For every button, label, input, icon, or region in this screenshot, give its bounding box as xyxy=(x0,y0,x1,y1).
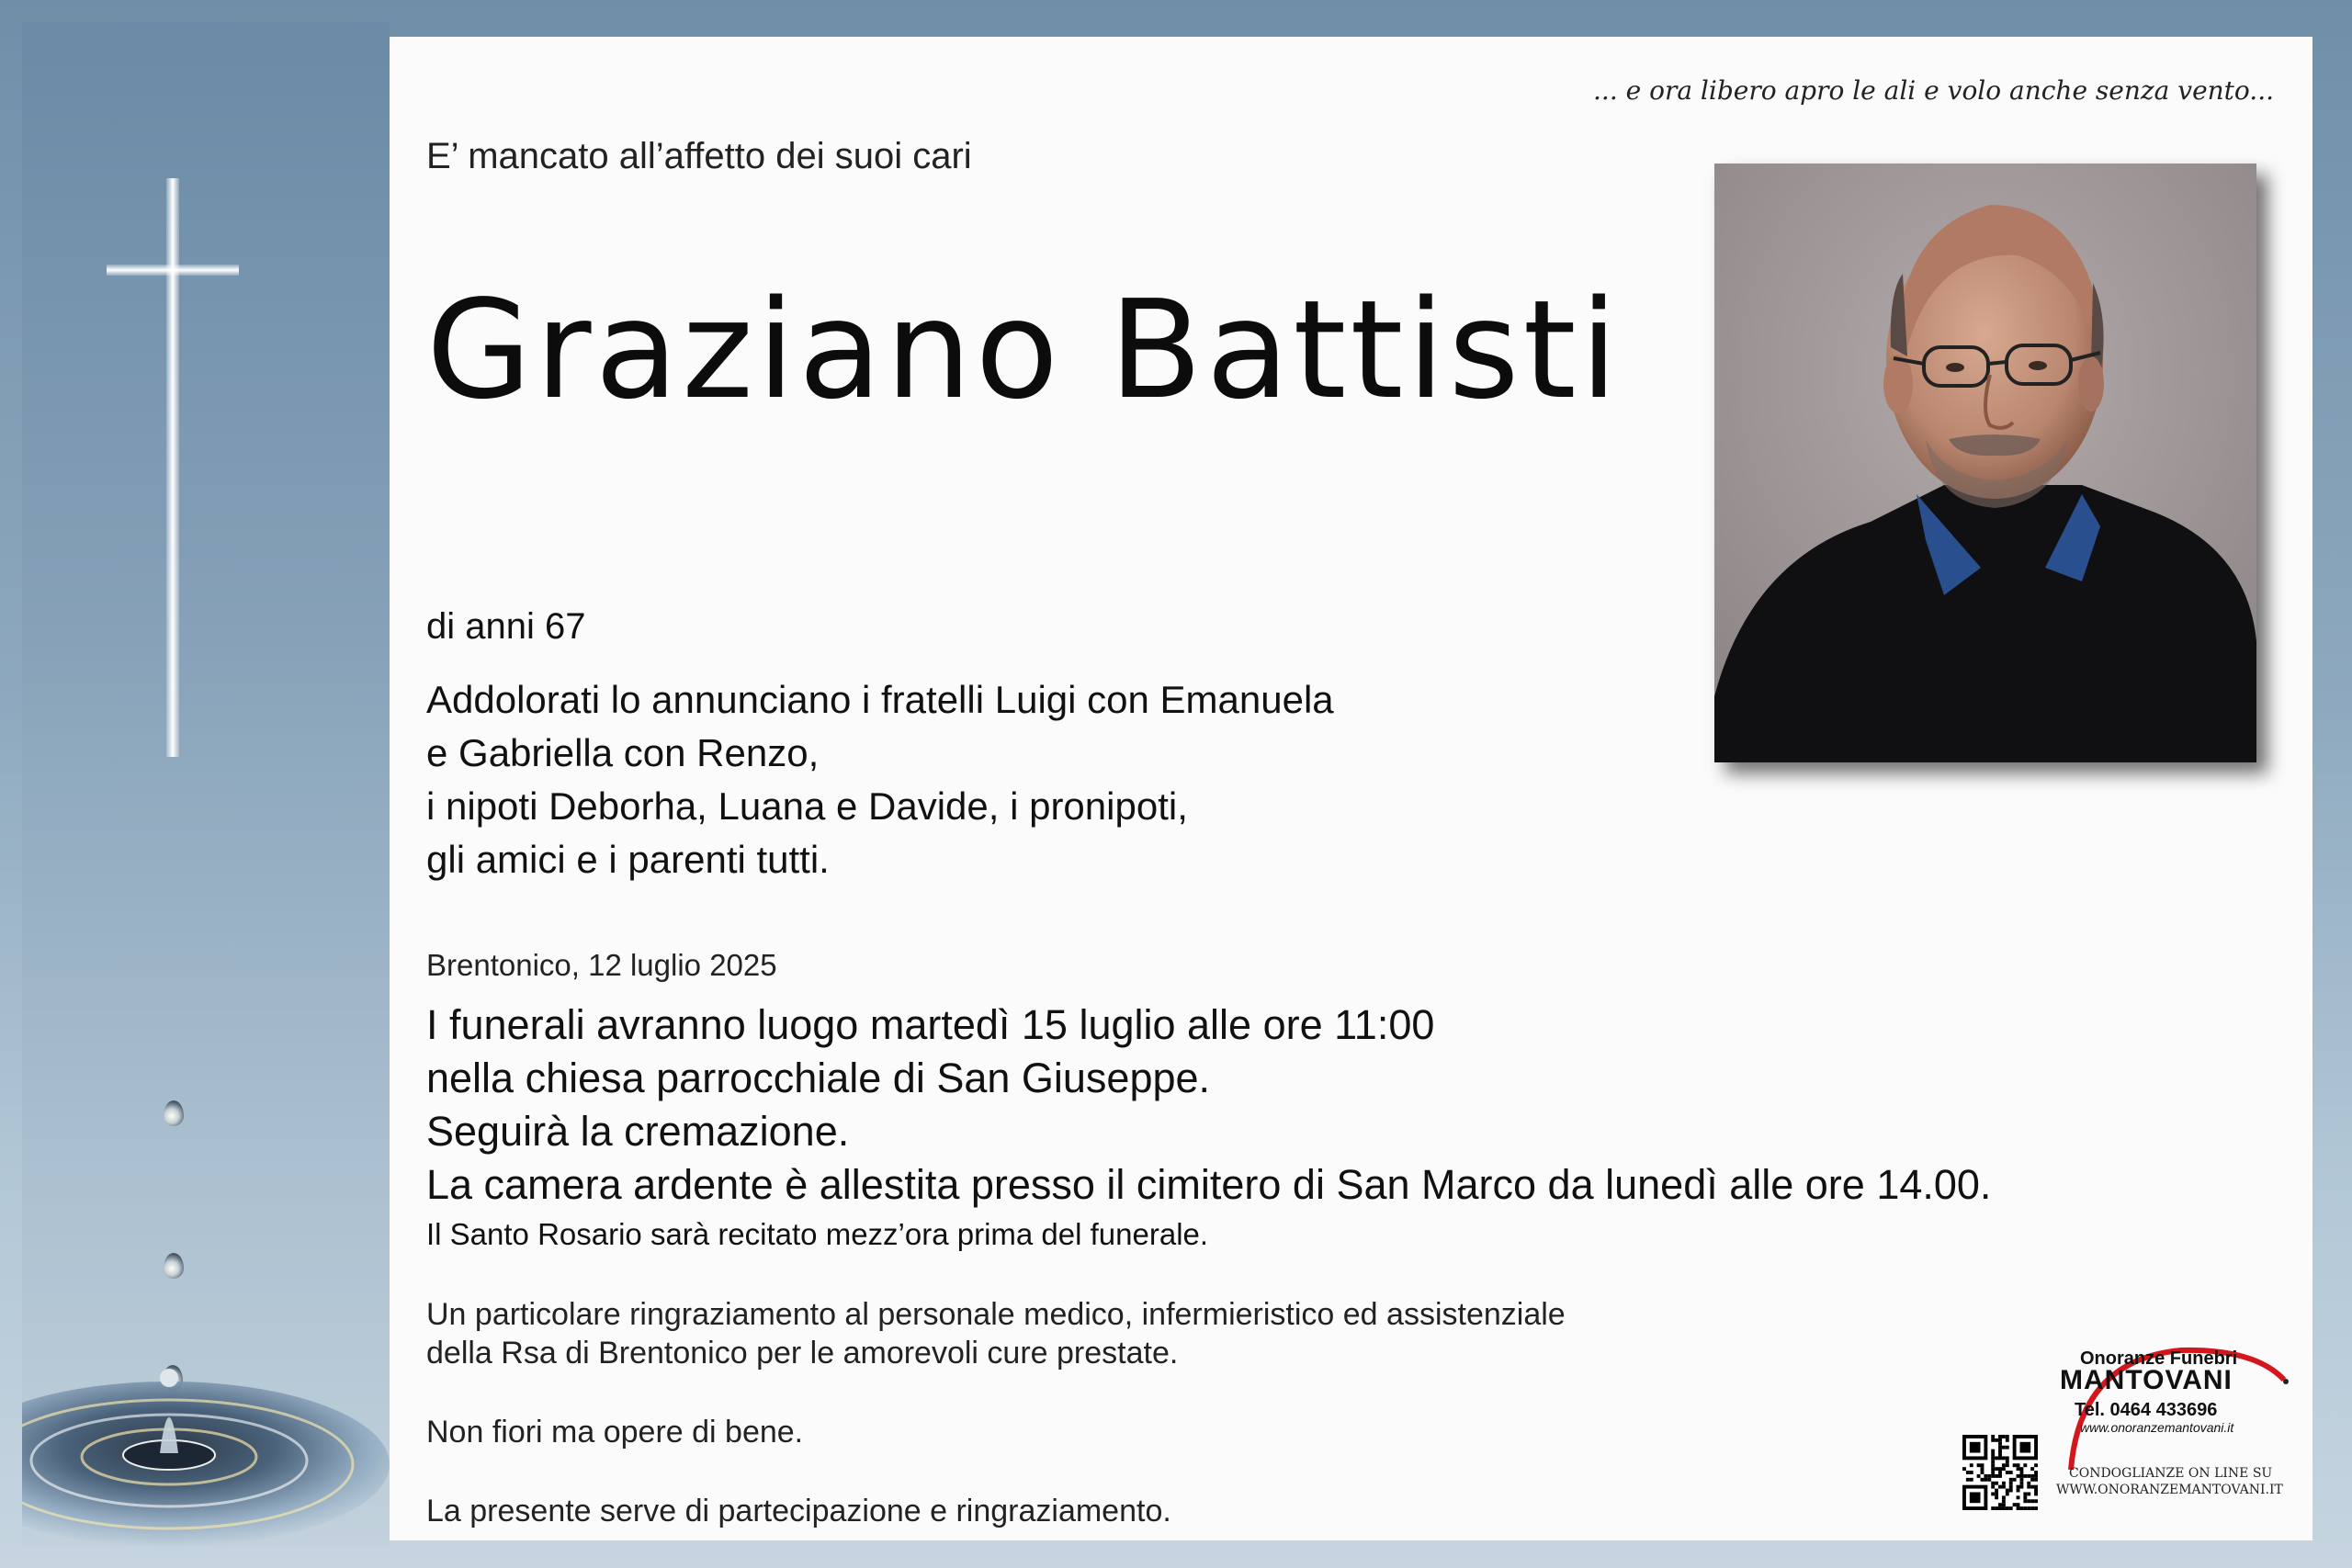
water-splash-icon xyxy=(22,1345,390,1547)
rosary-line: Il Santo Rosario sarà recitato mezz’ora prima del funerale. xyxy=(426,1217,1209,1251)
funeral-line: I funerali avranno luogo martedì 15 luglio alle ore 11:00 xyxy=(426,1001,1435,1048)
thanks-line: Un particolare ringraziamento al personale medico, infermieristico ed assistenziale xyxy=(426,1297,1566,1332)
funeral-home-web: www.onoranzemantovani.it xyxy=(2080,1420,2234,1435)
water-drop-icon xyxy=(164,1253,184,1279)
closing-line: La presente serve di partecipazione e ringraziamento. xyxy=(426,1494,1171,1529)
qr-code-icon[interactable] xyxy=(1962,1435,2038,1510)
place-date: Brentonico, 12 luglio 2025 xyxy=(426,948,777,982)
notice-panel xyxy=(390,37,2312,1540)
portrait-photo xyxy=(1714,164,2256,762)
funeral-line: nella chiesa parrocchiale di San Giuseppe. xyxy=(426,1055,1211,1101)
funeral-line: La camera ardente è allestita presso il cimitero di San Marco da lunedì alle ore 14.00. xyxy=(426,1161,1992,1208)
announcement-line: Addolorati lo annunciano i fratelli Luigi con Emanuela xyxy=(426,678,1334,721)
announcement-line: e Gabriella con Renzo, xyxy=(426,731,820,774)
no-flowers-line: Non fiori ma opere di bene. xyxy=(426,1415,804,1450)
age-line: di anni 67 xyxy=(426,606,586,647)
funeral-home-line1: Onoranze Funebri xyxy=(2080,1348,2238,1369)
announcement-line: gli amici e i parenti tutti. xyxy=(426,838,830,881)
condolences-label: CONDOGLIANZE ON LINE SU xyxy=(2069,1466,2273,1481)
thanks-line: della Rsa di Brentonico per le amorevoli cure prestate. xyxy=(426,1336,1179,1371)
cross-icon-bar xyxy=(107,265,239,276)
funeral-line: Seguirà la cremazione. xyxy=(426,1108,850,1155)
water-drop-icon xyxy=(164,1100,184,1126)
funeral-home-phone: Tel. 0464 433696 xyxy=(2075,1400,2218,1420)
decorative-sidebar xyxy=(22,22,390,1547)
intro-line: E’ mancato all’affetto dei suoi cari xyxy=(426,136,972,176)
announcement-line: i nipoti Deborha, Luana e Davide, i pronipoti, xyxy=(426,784,1188,828)
epigraph-quote: ... e ora libero apro le ali e volo anche senza vento... xyxy=(1593,75,2274,106)
condolences-url[interactable]: WWW.ONORANZEMANTOVANI.IT xyxy=(2056,1483,2283,1497)
funeral-home-name: MANTOVANI xyxy=(2060,1365,2233,1395)
deceased-name: Graziano Battisti xyxy=(426,271,1622,429)
